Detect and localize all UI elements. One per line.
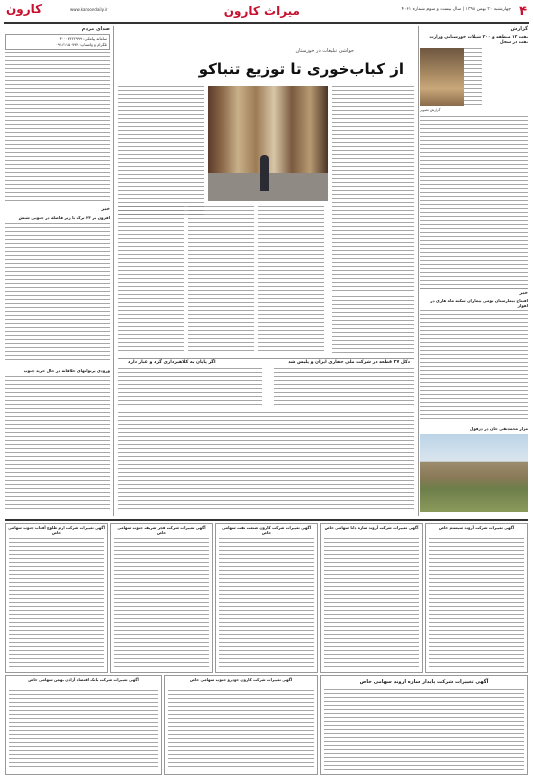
phone-line: سامانه پیامکی: ۳۰۰۰۷۲۲۲۹۹۹ — [59, 36, 107, 41]
mid2-body — [118, 368, 262, 408]
page-number: ۴ — [519, 4, 527, 19]
ad-body — [429, 538, 524, 668]
subhead-mid1: دکل ۲۷ قطعه در شرکت ملی حفاری ایران و پلیس شد — [288, 360, 410, 365]
feature-right-text — [332, 86, 414, 291]
right-photo-caption: گزارش تصویر — [420, 108, 441, 112]
feature-kicker: حواشی تبلیغات در خوزستان — [295, 48, 354, 54]
logo: کارون — [6, 2, 43, 16]
left-body-3 — [5, 376, 110, 512]
ad-box — [5, 523, 108, 673]
feature-body-b — [188, 206, 254, 354]
left-column — [5, 26, 110, 516]
ad-title: آگهی تغییرات شرکت کارون خودرو جنوب سهامی خاص — [189, 677, 293, 682]
right-divider — [420, 288, 528, 289]
ad-body — [324, 538, 419, 668]
website: www.karoondaily.ir — [70, 7, 108, 12]
right-column — [420, 26, 528, 516]
ad-title: آگهی تغییرات شرکت آروند سیستم خاص — [438, 525, 515, 530]
left-body-2 — [5, 223, 110, 363]
right-label: گزارش — [510, 26, 528, 32]
ad-box — [425, 523, 528, 673]
right-body-1 — [420, 116, 528, 286]
subhead-mid2: اگر پایان به کلاهبرداری گرد و غبار دارد — [128, 360, 216, 365]
right-photo-2 — [420, 434, 528, 512]
feature-area — [118, 26, 414, 516]
feature-body-a — [118, 206, 184, 354]
ad-box — [5, 675, 162, 775]
feature-divider-1 — [118, 358, 414, 359]
ad-title: آگهی تغییرات شرکت بانک اقتصاد آزادن بهمن سهامی خاص — [28, 677, 139, 682]
mid1-body-a — [274, 368, 414, 408]
section-logo — [223, 4, 300, 24]
feature-photo-person — [260, 155, 269, 191]
section-title: میراث کارون — [223, 4, 300, 18]
ad-body — [9, 690, 158, 770]
ad-body — [114, 538, 209, 668]
left-news-headline: افزون بر ۲۳ ترک با زیر فاصله در جنوبی شبش — [18, 215, 110, 220]
ad-body — [168, 690, 314, 770]
ad-title: آگهی تغییرات شرکت ارم طلوع آفتاب جنوب سهامی خاص — [8, 525, 105, 535]
ad-box — [215, 523, 318, 673]
ads-row-2 — [5, 675, 528, 775]
ad-body — [324, 689, 524, 771]
right-body-2 — [420, 310, 528, 420]
masthead-rule — [4, 22, 529, 24]
phone-line-2: تلگرام و واتساپ: ۰۹۱۶۱۱۵۰۷۹۴ — [55, 42, 107, 47]
right-mid-label: خبر — [519, 290, 528, 296]
feature-headline: از کباب‌خوری تا توزیع تنباکو — [198, 60, 404, 78]
ads-row-1 — [5, 523, 528, 673]
ad-box — [164, 675, 318, 775]
feature-photo — [208, 86, 328, 201]
ad-box — [320, 523, 423, 673]
feature-side-text — [118, 86, 204, 216]
left-label: صدای مردم — [81, 26, 110, 32]
feature-body-c — [258, 206, 324, 354]
left-news-label: خبر — [101, 206, 110, 212]
ad-title: آگهی تغییرات شرکت فجر شریف جنوب سهامی خاص — [117, 525, 206, 535]
ad-body — [219, 538, 314, 668]
right-headline: نفت ۱۳ منطقه و ۳۰۰ شیلات خوزستانی وزارت نفت در سجل — [429, 35, 528, 45]
col-sep-right — [418, 26, 419, 516]
ad-title: آگهی تغییرات شرکت آروند سازه دانا سهامی خاص — [324, 525, 419, 530]
date-line: چهارشنبه ۳۰ بهمن ۱۳۹۸ | سال بیست و سوم شماره ۴۰۶۱ — [401, 7, 511, 12]
right-photo2-caption: مزار محمدتقی خان در دزفول — [469, 426, 528, 431]
left-body-1 — [5, 52, 110, 202]
feature-body-d — [332, 296, 414, 354]
right-mid-headline: افتتاح بیمارستان بومی بیماران سکته ماه هاری در اهواز — [430, 298, 528, 308]
col-sep-left — [113, 26, 114, 516]
ad-box — [110, 523, 213, 673]
left-news-headline-2: ورودی پرتوانهای خلاقانه در حال خرید جنوب — [23, 368, 110, 373]
contact-box — [5, 34, 110, 50]
ad-box — [320, 675, 528, 775]
ad-title: آگهی تغییرات شرکت پایدار سازه اروند سهامی خاص — [359, 679, 489, 685]
ads-top-rule — [5, 519, 528, 521]
ad-body — [9, 538, 104, 668]
ad-title: آگهی تغییرات شرکت کارون صنعت نفت سهامی خاص — [221, 525, 312, 535]
right-photo — [420, 48, 464, 106]
mid-lower-body — [118, 412, 414, 512]
